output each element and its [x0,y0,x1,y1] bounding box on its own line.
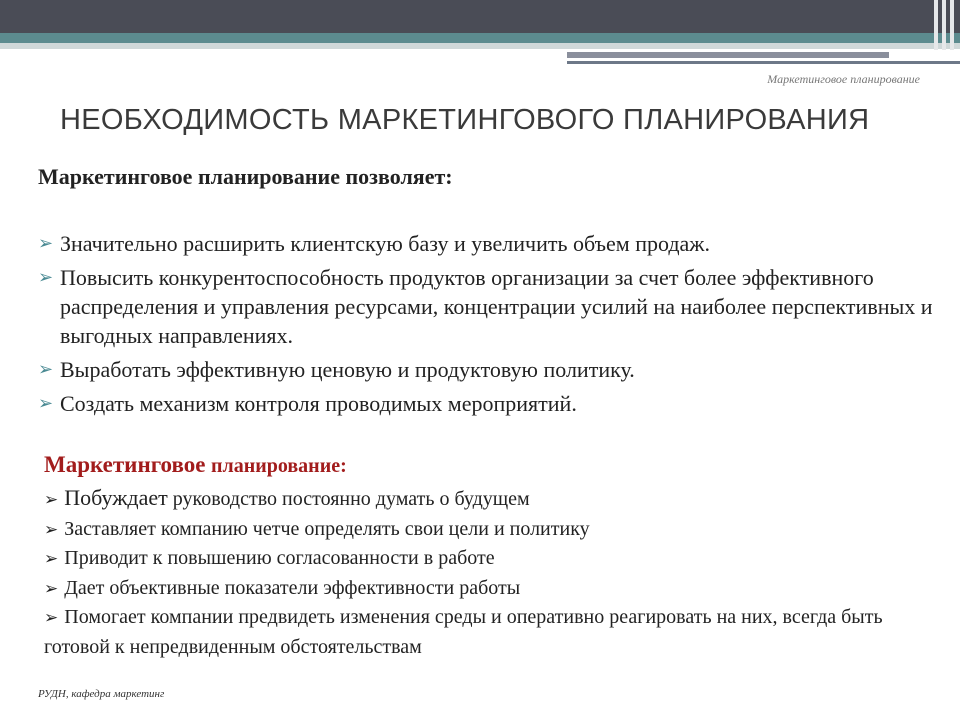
header-band-teal [0,33,960,43]
list-item: ➢ Помогает компании предвидеть изменения среды и оперативно реагировать на них, всегда быть готовой к непредвиденным обстоятельствам [44,606,883,658]
list-item: ➢ Приводит к повышению согласованности в работе [44,547,495,569]
arrow-bullet-icon: ➢ [44,578,59,598]
arrow-bullet-icon: ➢ [38,267,54,287]
list-item: ➢ Выработать эффективную ценовую и продуктовую политику. [38,357,635,382]
arrow-bullet-icon: ➢ [38,233,54,253]
decor-stripe-upper [567,52,889,58]
list-item: ➢ Дает объективные показатели эффективности работы [44,576,521,599]
decor-stripe-lower [567,61,960,64]
benefits-list [38,229,938,423]
intro-heading: Маркетинговое планирование позволяет: [38,164,453,189]
decor-vertical-bars [930,0,960,50]
footer-caption: РУДН, кафедра маркетинг [38,688,165,700]
list-item: ➢ Создать механизм контроля проводимых мероприятий. [38,391,577,416]
section2-heading: Маркетинговое планирование: [44,452,347,477]
arrow-bullet-icon: ➢ [38,393,54,413]
list-item: ➢ Повысить конкурентоспособность продуктов организации за счет более эффективного распределения и управления ресурсами, концентрации усилий на наиболее перспективных и выгодных направлениях. [38,265,933,348]
header-band-light [0,43,960,49]
arrow-bullet-icon: ➢ [44,490,59,509]
list-item: ➢ Побуждает руководство постоянно думать о будущем [44,485,530,510]
header-caption: Маркетинговое планирование [767,72,920,86]
arrow-bullet-icon: ➢ [44,549,59,568]
arrow-bullet-icon: ➢ [38,359,54,379]
planning-effects-list [44,484,924,661]
list-item: ➢ Значительно расширить клиентскую базу и увеличить объем продаж. [38,231,711,256]
page-title: НЕОБХОДИМОСТЬ МАРКЕТИНГОВОГО ПЛАНИРОВАНИЯ [60,104,870,136]
arrow-bullet-icon: ➢ [44,608,59,627]
header-band-dark [0,0,960,33]
arrow-bullet-icon: ➢ [44,519,59,539]
list-item: ➢ Заставляет компанию четче определять свои цели и политику [44,517,590,540]
